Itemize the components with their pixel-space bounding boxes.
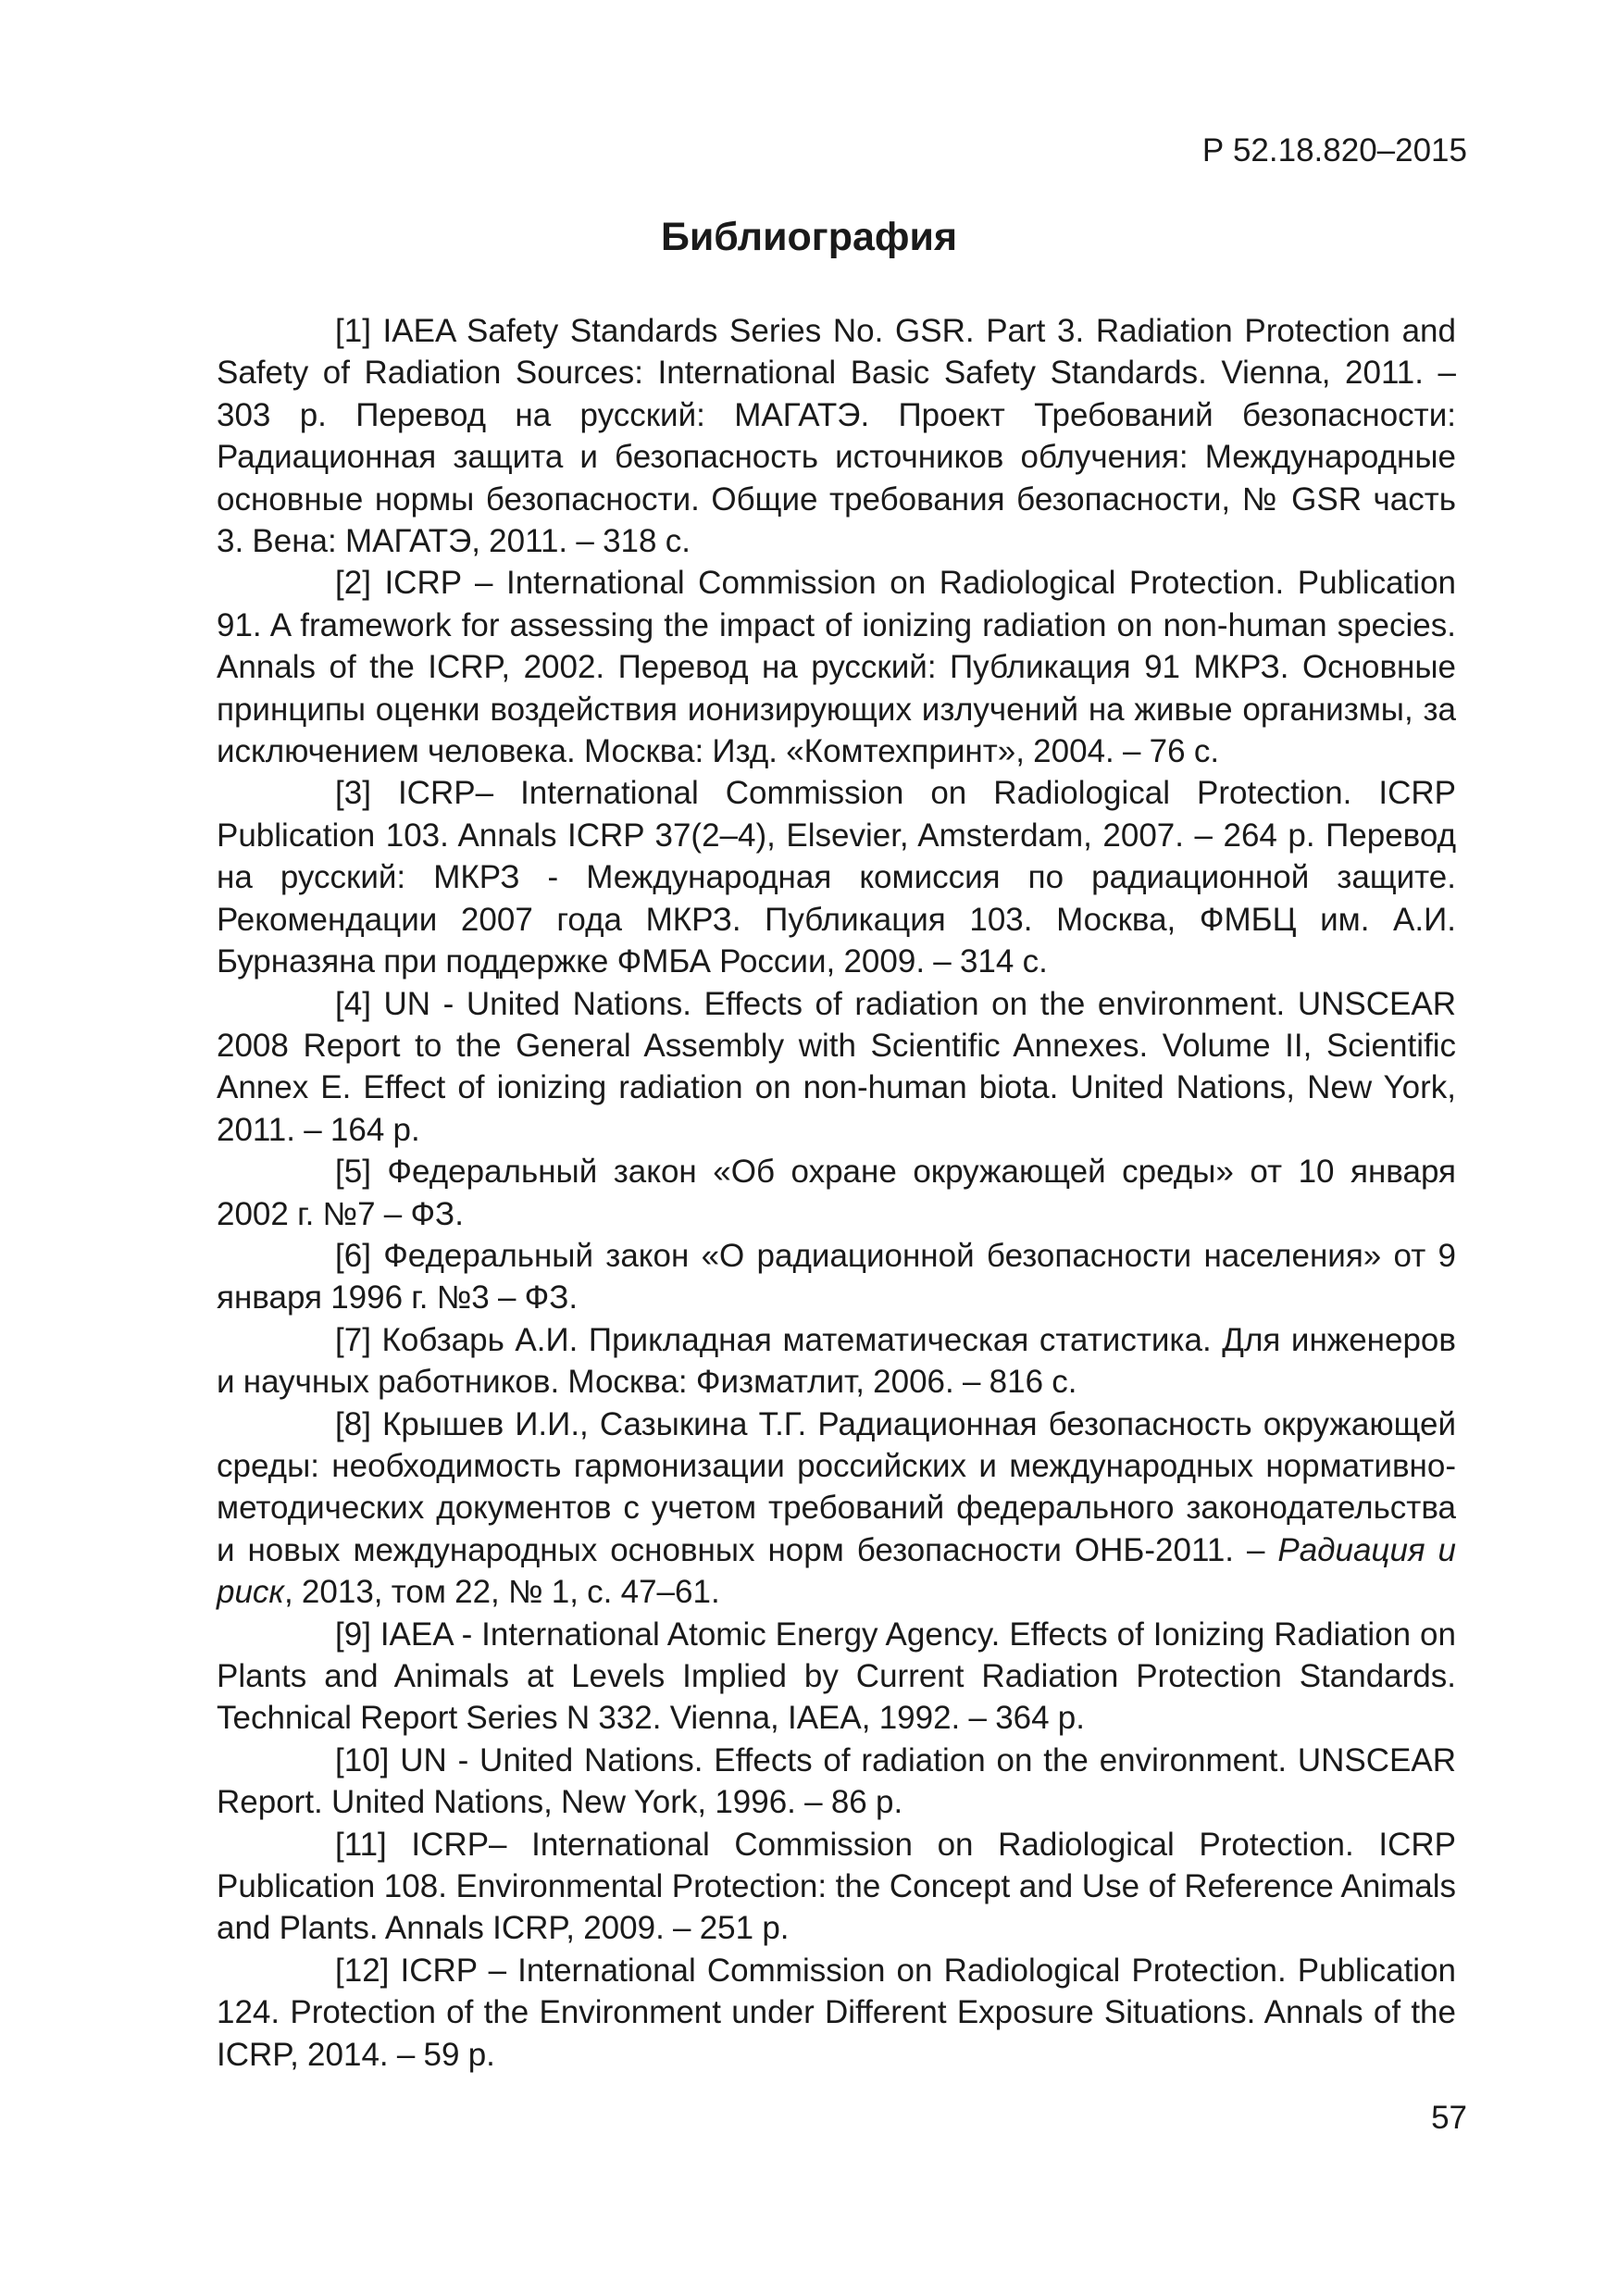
reference-item-6: [6] Федеральный закон «О радиационной безопасности населения» от 9 января 1996 г. №3 – ФЗ. bbox=[217, 1237, 1456, 1316]
bibliography-list bbox=[217, 310, 1456, 2076]
reference-item-9: [9] IAEA - International Atomic Energy Agency. Effects of Ionizing Radiation on Plants and Animals at Levels Implied by Current Radiation Protection Standards. Technical Report Series N 332. Vienna, IAEA, 1992. – 364 p. bbox=[217, 1616, 1456, 1737]
reference-item-4: [4] UN - United Nations. Effects of radiation on the environment. UNSCEAR 2008 Report to the General Assembly with Scientific Annexes. Volume II, Scientific Annex E. Effect of ionizing radiation on non-human biota. United Nations, New York, 2011. – 164 p. bbox=[217, 985, 1456, 1148]
reference-item-5: [5] Федеральный закон «Об охране окружающей среды» от 10 января 2002 г. №7 – ФЗ. bbox=[217, 1154, 1456, 1232]
reference-item-11: [11] ICRP– International Commission on Radiological Protection. ICRP Publication 108. Environmental Protection: the Concept and Use of Reference Animals and Plants. Annals ICRP, 2009. – 251 p. bbox=[217, 1826, 1456, 1947]
reference-item-1: [1] IAEA Safety Standards Series No. GSR. Part 3. Radiation Protection and Safety of Radiation Sources: International Basic Safety Standards. Vienna, 2011. – 303 p. Перевод на русский: МАГАТЭ. Проект Требований безопасности: Радиационная защита и безопасность источников облучения: Международные основные нормы безопасности. Общие требования безопасности, № GSR часть 3. Вена: МАГАТЭ, 2011. – 318 с. bbox=[217, 313, 1456, 560]
reference-item-10: [10] UN - United Nations. Effects of radiation on the environment. UNSCEAR Report. United Nations, New York, 1996. – 86 p. bbox=[217, 1741, 1456, 1821]
reference-item-3: [3] ICRP– International Commission on Radiological Protection. ICRP Publication 103. Annals ICRP 37(2–4), Elsevier, Amsterdam, 2007. – 264 p. Перевод на русский: МКРЗ - Международная комиссия по радиационной защите. Рекомендации 2007 года МКРЗ. Публикация 103. Москва, ФМБЦ им. А.И. Бурназяна при поддержке ФМБА России, 2009. – 314 с. bbox=[217, 775, 1456, 980]
page-title: Библиография bbox=[660, 215, 958, 259]
document-code: Р 52.18.820–2015 bbox=[1201, 132, 1467, 168]
page-number: 57 bbox=[1431, 2100, 1467, 2136]
reference-item-7: [7] Кобзарь А.И. Прикладная математическая статистика. Для инженеров и научных работников. Москва: Физматлит, 2006. – 816 с. bbox=[217, 1321, 1456, 1401]
reference-8-text: [8] Крышев И.И., Сазыкина Т.Г. Радиационная безопасность окружающей среды: необходимость гармонизации российских и международных нормативно-методических документов с учетом требований федерального законодательства и новых международных основных норм безопасности ОНБ-2011. – bbox=[217, 1405, 1456, 1568]
reference-8-journal: Радиация и риск bbox=[217, 1531, 1456, 1611]
reference-item-8 bbox=[217, 1404, 1456, 1614]
reference-item-2: [2] ICRP – International Commission on Radiological Protection. Publication 91. A framework for assessing the impact of ionizing radiation on non-human species. Annals of the ICRP, 2002. Перевод на русский: Публикация 91 МКРЗ. Основные принципы оценки воздействия ионизирующих излучений на живые организмы, за исключением человека. Москва: Изд. «Комтехпринт», 2004. – 76 с. bbox=[217, 565, 1456, 770]
reference-8-citation: , 2013, том 22, № 1, с. 47–61. bbox=[283, 1574, 720, 1611]
reference-item-12: [12] ICRP – International Commission on Radiological Protection. Publication 124. Protection of the Environment under Different Exposure Situations. Annals of the ICRP, 2014. – 59 p. bbox=[217, 1952, 1456, 2073]
